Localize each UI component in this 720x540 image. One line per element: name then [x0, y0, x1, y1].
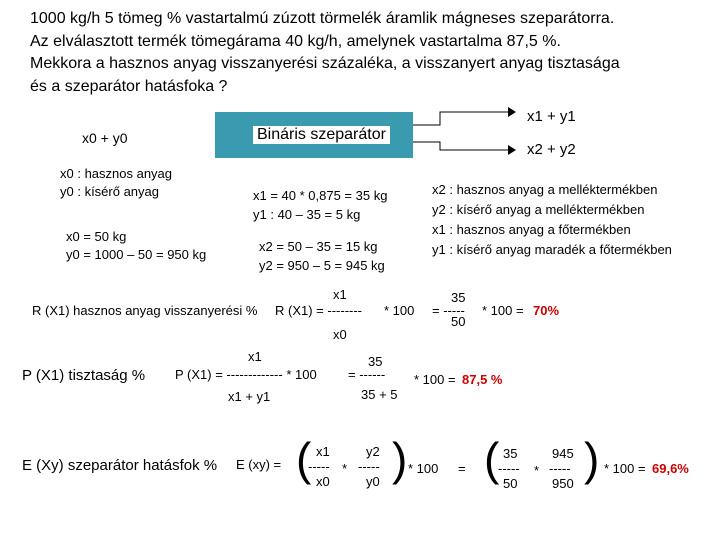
efficiency-times2: * 100 = — [604, 461, 646, 476]
input-label: x0 + y0 — [82, 130, 128, 146]
efficiency-lhs: E (xy) = — [236, 457, 282, 472]
recovery-times2: * 100 = — [482, 303, 524, 318]
recovery-eq2: = ----- — [432, 303, 465, 318]
fraction-2-bar: ----- — [358, 459, 380, 474]
definition: x2 : hasznos anyag a melléktermékben — [432, 182, 658, 197]
recovery-label: R (X1) hasznos anyag visszanyerési % — [32, 303, 258, 318]
purity-label: P (X1) tisztaság % — [22, 367, 146, 384]
fraction-4-denominator: 950 — [552, 476, 574, 491]
purity-eq2: = ------ — [348, 367, 386, 382]
purity-times2: * 100 = — [414, 372, 456, 387]
multiply-sign: * — [342, 461, 348, 476]
purity-result: 87,5 % — [462, 372, 503, 387]
close-paren: ) — [392, 433, 408, 485]
fraction-4-bar: ----- — [549, 461, 571, 476]
value-line: x0 = 50 kg — [66, 229, 127, 244]
efficiency-times: * 100 — [408, 461, 439, 476]
fraction-3-numerator: 35 — [503, 446, 518, 461]
problem-line: Mekkora a hasznos anyag visszanyerési százaléka, a visszanyert anyag tisztasága — [30, 55, 620, 72]
close-paren: ) — [584, 433, 600, 485]
fraction-2-numerator: y2 — [366, 444, 380, 459]
fraction-2-denominator: y0 — [366, 474, 380, 489]
purity-numerator: x1 — [248, 349, 262, 364]
problem-line: 1000 kg/h 5 tömeg % vastartalmú zúzott törmelék áramlik mágneses szeparátorra. — [30, 10, 615, 27]
recovery-numerator: x1 — [333, 287, 347, 302]
definition: y1 : kísérő anyag maradék a főtermékben — [432, 242, 672, 257]
values-left — [66, 228, 206, 264]
calc-line: y2 = 950 – 5 = 945 kg — [259, 258, 385, 273]
fraction-1-numerator: x1 — [316, 444, 330, 459]
value-line: y0 = 1000 – 50 = 950 kg — [66, 247, 207, 262]
recovery-denominator: x0 — [333, 327, 347, 342]
open-paren: ( — [296, 433, 312, 485]
definition: x1 : hasznos anyag a főtermékben — [432, 222, 631, 237]
efficiency-result: 69,6% — [652, 461, 689, 476]
fraction-1-denominator: x0 — [316, 474, 330, 489]
definitions-left — [60, 165, 172, 201]
separator-label: Bináris szeparátor — [253, 126, 390, 144]
recovery-num2: 35 — [451, 290, 466, 305]
fraction-4-numerator: 945 — [552, 446, 574, 461]
calc-line: x1 = 40 * 0,875 = 35 kg — [253, 188, 388, 203]
open-paren: ( — [484, 433, 500, 485]
output-top-label: x1 + y1 — [527, 108, 576, 125]
recovery-times: * 100 — [384, 303, 415, 318]
fraction-3-bar: ----- — [498, 461, 520, 476]
recovery-den2: 50 — [451, 314, 466, 329]
problem-line: és a szeparátor hatásfoka ? — [30, 77, 228, 95]
fraction-3-denominator: 50 — [503, 476, 518, 491]
purity-den2: 35 + 5 — [361, 387, 398, 402]
output-bottom-arrow — [413, 142, 508, 150]
calc-group-2 — [259, 237, 385, 275]
multiply-sign: * — [534, 463, 540, 478]
efficiency-eq: = — [458, 461, 466, 476]
definition: y2 : kísérő anyag a melléktermékben — [432, 202, 645, 217]
output-bottom-label: x2 + y2 — [527, 141, 576, 158]
recovery-result: 70% — [533, 303, 560, 318]
fraction-1-bar: ----- — [308, 459, 330, 474]
recovery-lhs: R (X1) = -------- — [275, 303, 363, 318]
purity-num2: 35 — [368, 354, 383, 369]
definitions-right — [432, 180, 672, 260]
purity-denominator: x1 + y1 — [228, 389, 271, 404]
calc-group-1 — [253, 186, 387, 224]
definition: y0 : kísérő anyag — [60, 184, 159, 199]
definition: x0 : hasznos anyag — [60, 166, 173, 181]
calc-line: y1 : 40 – 35 = 5 kg — [253, 207, 361, 222]
problem-line: Az elválasztott termék tömegárama 40 kg/h, amelynek vastartalma 87,5 %. — [30, 32, 561, 50]
calc-line: x2 = 50 – 35 = 15 kg — [259, 239, 378, 254]
purity-lhs: P (X1) = ------------- * 100 — [175, 367, 317, 382]
output-top-arrow — [413, 112, 508, 125]
efficiency-label: E (Xy) szeparátor hatásfok % — [22, 457, 218, 474]
